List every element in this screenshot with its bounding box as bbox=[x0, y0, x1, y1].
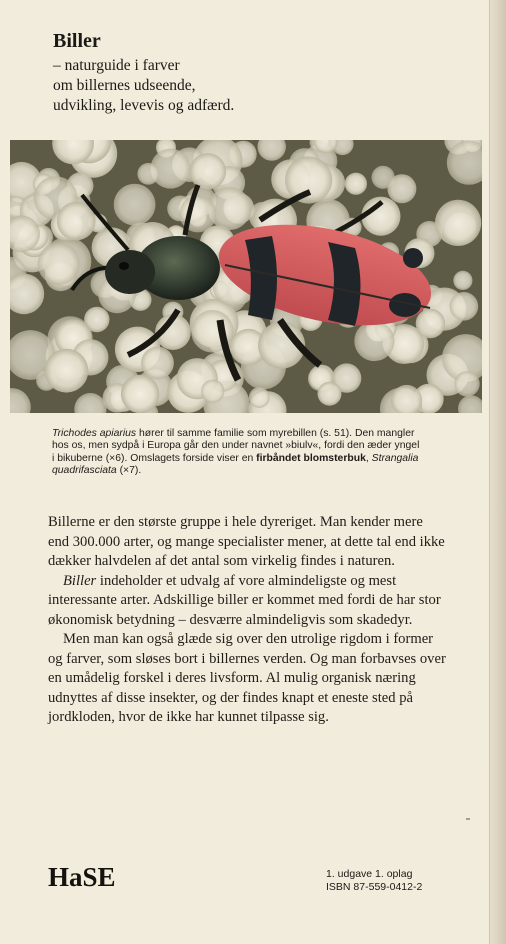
blurb-paragraph-2-text: indeholder et udvalg af vore almindeligste og mest interessante arter. Adskillige biller er kommet med fordi de har stor økonomisk betydning – desværre almindeligvis som skadedyr. bbox=[48, 572, 441, 628]
caption-cover-species: firbåndet blomsterbuk bbox=[256, 452, 366, 464]
book-title: Biller bbox=[53, 30, 101, 52]
blurb-text bbox=[48, 513, 446, 728]
blurb-paragraph-1: Billerne er den største gruppe i hele dyreriget. Man kender mere end 300.000 arter, og mange specialister mener, at dette tal end ikke dækker halvdelen af det antal som virkelig findes i naturen. bbox=[48, 514, 445, 569]
flower-cluster bbox=[141, 347, 174, 380]
caption-text-3: (×7). bbox=[116, 464, 142, 476]
flower-cluster bbox=[453, 271, 472, 290]
flower-cluster bbox=[201, 380, 224, 403]
caption-species-latin: Trichodes apiarius bbox=[52, 428, 137, 439]
flower-cluster bbox=[345, 173, 367, 195]
blurb-book-title: Biller bbox=[63, 572, 97, 589]
beetle-photo bbox=[10, 140, 482, 413]
flower-cluster bbox=[45, 349, 89, 393]
printing-mark bbox=[466, 818, 470, 820]
photo-caption bbox=[52, 428, 422, 477]
flower-cluster bbox=[354, 321, 394, 361]
isbn-line: ISBN 87-559-0412-2 bbox=[326, 881, 423, 893]
flower-cluster bbox=[121, 375, 159, 413]
flower-cluster bbox=[318, 382, 342, 406]
caption-text-2: , bbox=[365, 452, 372, 464]
subtitle-line-3: udvikling, levevis og adfærd. bbox=[53, 97, 235, 114]
flower-cluster bbox=[285, 156, 332, 203]
caption-text-1: hører til samme familie som myrebillen (s. 51). Den mangler hos os, men sydpå i Europa går den under navnet »biulv«, fordi den æder yngel i bikuberne (×6). Omslagets forside viser en bbox=[52, 428, 420, 464]
flower-cluster bbox=[190, 153, 227, 190]
publisher-logo: HaSE bbox=[48, 862, 116, 892]
edition-line: 1. udgave 1. oplag bbox=[326, 868, 413, 880]
flower-cluster bbox=[387, 174, 416, 203]
flower-cluster bbox=[38, 243, 80, 285]
flower-cluster bbox=[114, 184, 156, 226]
blurb-paragraph-2 bbox=[48, 572, 446, 631]
blurb-paragraph-3: Men man kan også glæde sig over den utrolige rigdom i former og farver, som sløses bort i billernes verden. Og man forbavses over en umådelig forskel i deres livsform. Al mulig organisk næring udnyttes af disse insekter, og der findes knapt et eneste sted på jordkloden, hvor de ikke har kunnet tilpasse sig. bbox=[48, 631, 446, 725]
caption-cover-species-latin: Strangalia quadrifasciata bbox=[52, 452, 419, 476]
subtitle-line-1: – naturguide i farver bbox=[53, 57, 180, 74]
title-block bbox=[53, 30, 353, 116]
book-spine-edge bbox=[489, 0, 506, 944]
flower-cluster bbox=[454, 371, 479, 396]
edition-info bbox=[326, 868, 422, 894]
flower-cluster bbox=[435, 200, 481, 246]
flower-cluster bbox=[137, 163, 159, 185]
subtitle-line-2: om billernes udseende, bbox=[53, 77, 196, 94]
flower-cluster bbox=[450, 292, 479, 321]
flower-cluster bbox=[249, 387, 270, 408]
